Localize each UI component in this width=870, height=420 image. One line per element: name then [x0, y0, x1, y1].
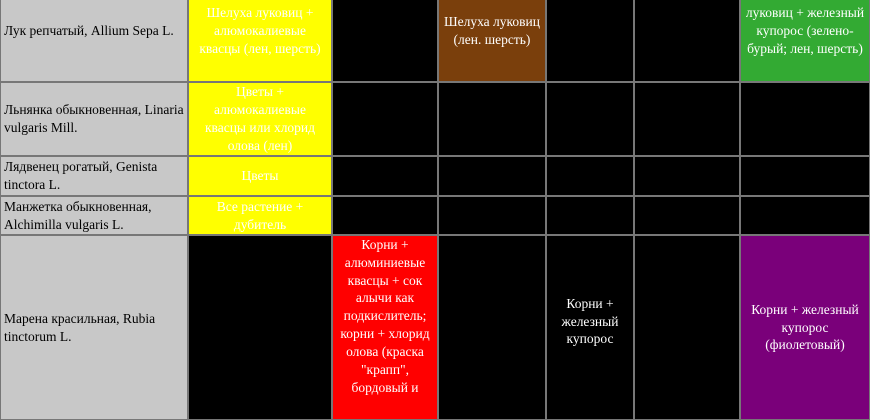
plant-name-cell: [0, 235, 188, 420]
dye-cell: [332, 196, 438, 235]
dye-cell-text: Корни + железный купорос: [561, 295, 619, 347]
dye-cell: [332, 156, 438, 196]
dye-cell: [634, 196, 740, 235]
dye-cell-text: Шелуха луковиц (лен. шерсть): [444, 14, 540, 47]
dye-cell: [546, 235, 634, 420]
dye-cell: [332, 0, 438, 82]
dye-cell: [438, 196, 546, 235]
dye-cell: [332, 82, 438, 156]
dye-cell: [546, 196, 634, 235]
dye-cell: [740, 196, 870, 235]
dye-cell: [634, 235, 740, 420]
dye-cell: [740, 0, 870, 82]
plant-material-cell: [188, 156, 332, 196]
dye-cell: [438, 0, 546, 82]
plant-material-cell: [188, 0, 332, 82]
dye-cell: [546, 82, 634, 156]
plant-name-cell-text: Лядвенец рогатый, Genista tinctora L.: [4, 159, 158, 192]
dye-cell-text: Корни + алюминиевые квасцы + сок алычи как подкислитель; корни + хлорид олова (краска "крапп", бордовый и: [340, 237, 430, 395]
dye-cell: [332, 235, 438, 420]
dye-cell: [438, 82, 546, 156]
dye-cell: [634, 82, 740, 156]
dye-cell: [740, 235, 870, 420]
dye-cell: [740, 82, 870, 156]
plant-material-cell: [188, 196, 332, 235]
plant-material-cell: [188, 235, 332, 420]
plant-name-cell: [0, 82, 188, 156]
dye-cell: [438, 235, 546, 420]
dye-cell: [740, 156, 870, 196]
plant-name-cell-text: Лук репчатый, Allium Sepa L.: [4, 23, 174, 39]
plant-name-cell-text: Льнянка обыкновенная, Linaria vulgaris Mill.: [4, 102, 184, 135]
plant-material-cell-text: Цветы: [241, 168, 279, 184]
plant-material-cell: [188, 82, 332, 156]
dye-cell-text: Корни + железный купорос (фиолетовый): [751, 301, 859, 353]
plant-material-cell-text: Цветы + алюмокалиевые квасцы или хлорид олова (лен): [204, 84, 316, 153]
plant-name-cell: [0, 196, 188, 235]
plant-name-cell: [0, 0, 188, 82]
plant-material-cell-text: Шелуха луковиц + алюмокалиевые квасцы (лен, шерсть): [199, 5, 321, 56]
dye-cell: [634, 156, 740, 196]
plant-name-cell-text: Марена красильная, Rubia tinctorum L.: [4, 310, 156, 344]
plant-material-cell-text: Все растение + дубитель: [216, 198, 304, 232]
dye-cell: [438, 156, 546, 196]
plant-name-cell-text: Манжетка обыкновенная, Alchimilla vulgaris L.: [4, 198, 152, 232]
dye-cell: [634, 0, 740, 82]
dye-cell-text: луковиц + железный купорос (зелено-бурый; лен, шерсть): [745, 5, 865, 56]
dye-cell: [546, 0, 634, 82]
dye-cell: [546, 156, 634, 196]
plant-name-cell: [0, 156, 188, 196]
